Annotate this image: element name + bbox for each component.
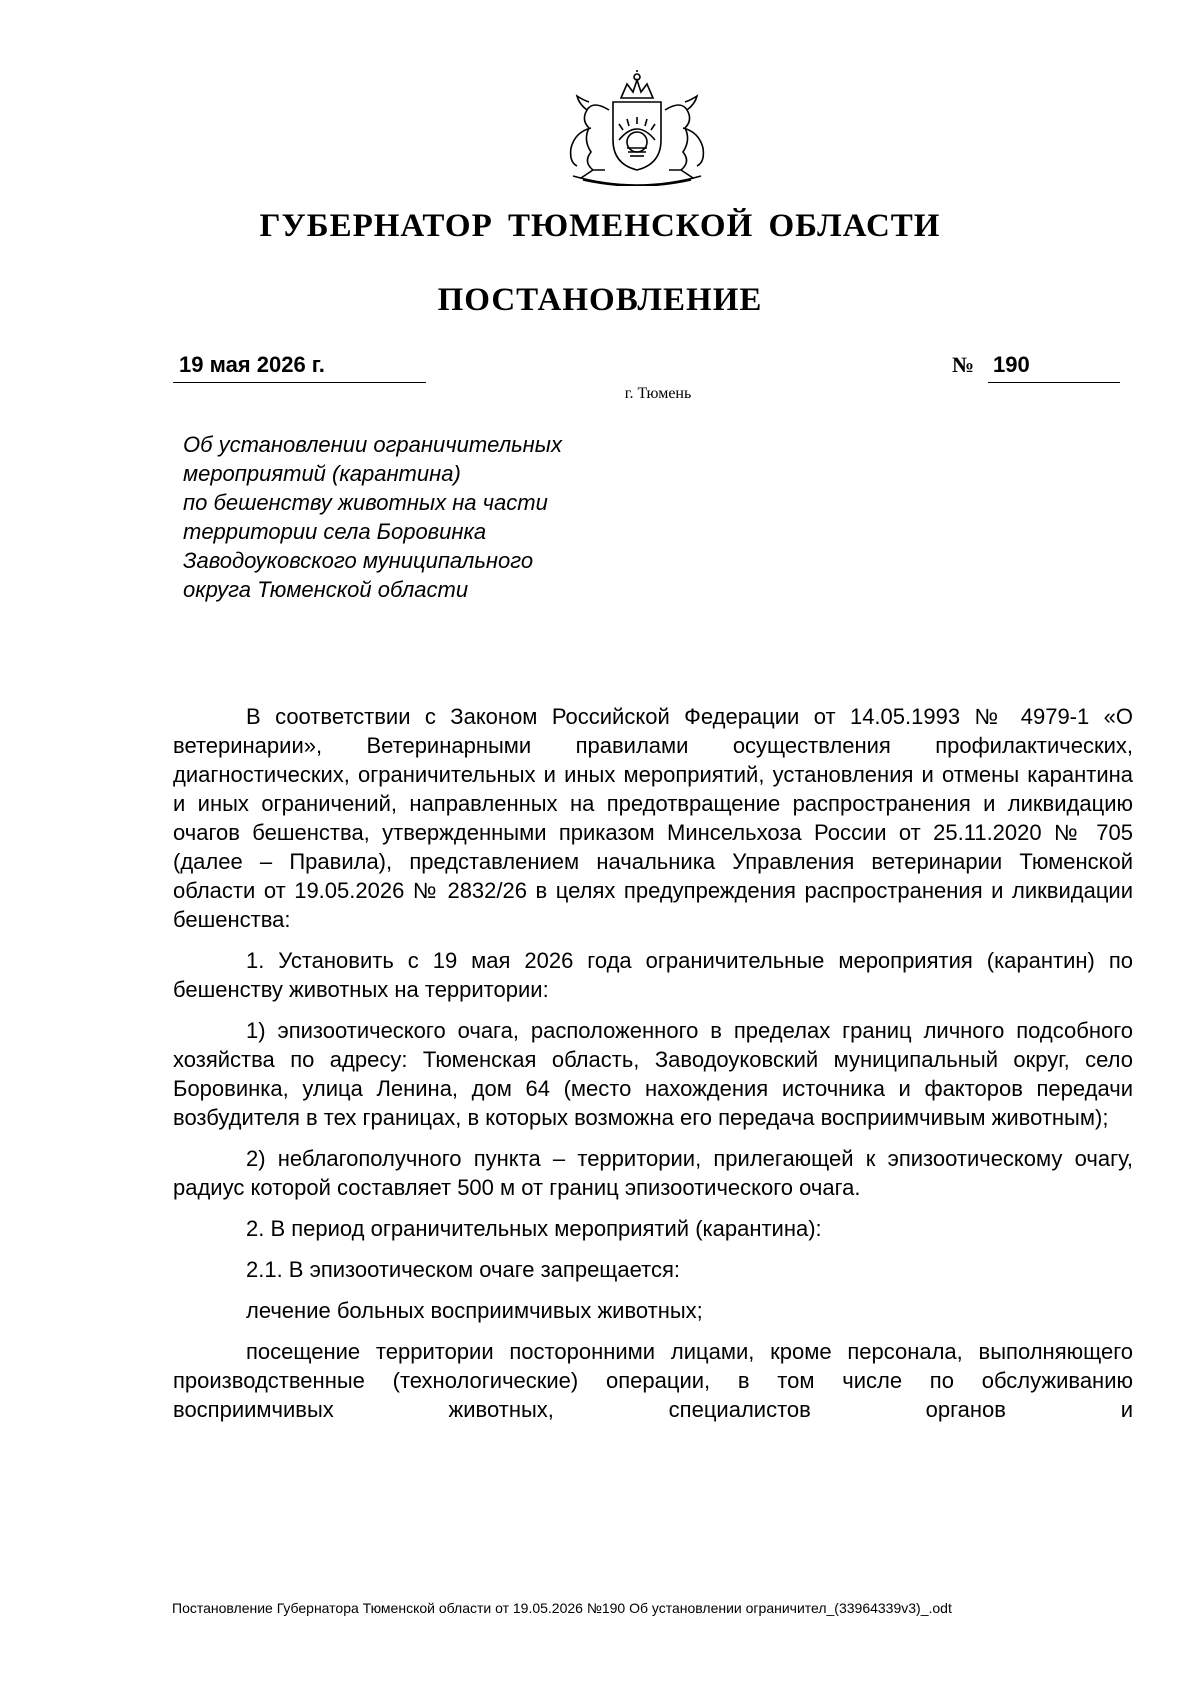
document-subject: [183, 430, 653, 604]
document-type-heading: ПОСТАНОВЛЕНИЕ: [437, 282, 763, 318]
document-date: 19 мая 2026 г.: [179, 352, 325, 377]
prohibition-item-paragraph: лечение больных восприимчивых животных;: [246, 1298, 703, 1323]
subject-line: мероприятий (карантина): [183, 461, 461, 486]
clause-2-1-paragraph: 2.1. В эпизоотическом очаге запрещается:: [246, 1257, 680, 1282]
document-body: [173, 702, 1133, 1424]
clause-1-1-paragraph: 1) эпизоотического очага, расположенного в пределах границ личного подсобного хозяйства по адресу: Тюменская область, Заводоуковский муниципальный округ, село Боровинка, улица Ленина, дом 64 (место нахождения источника и факторов передачи возбудителя в тех границах, в которых возможна его передача восприимчивым животным);: [173, 1018, 1133, 1130]
document-number-field: [988, 352, 1120, 383]
document-number: 190: [993, 352, 1030, 377]
issuing-authority-title: ГУБЕРНАТОР ТЮМЕНСКОЙ ОБЛАСТИ: [259, 208, 941, 244]
subject-line: территории села Боровинка: [183, 519, 487, 544]
subject-line: Об установлении ограничительных: [183, 432, 562, 457]
clause-1-2-paragraph: 2) неблагополучного пункта – территории, прилегающей к эпизоотическому очагу, радиус которой составляет 500 м от границ эпизоотического очага.: [173, 1146, 1133, 1200]
coat-of-arms-icon: [553, 70, 721, 186]
clause-2-paragraph: 2. В период ограничительных мероприятий (карантина):: [246, 1216, 822, 1241]
prohibition-item-paragraph: посещение территории посторонними лицами, кроме персонала, выполняющего производственные (технологические) операции, в том числе по обслуживанию восприимчивых животных, специалистов органов и: [173, 1339, 1133, 1422]
preamble-paragraph: В соответствии с Законом Российской Федерации от 14.05.1993 № 4979-1 «О ветеринарии», Ветеринарными правилами осуществления профилактических, диагностических, ограничительных и иных мероприятий, установления и отмены карантина и иных ограничений, направленных на предотвращение распространения и ликвидацию очагов бешенства, утвержденными приказом Минсельхоза России от 25.11.2020 № 705 (далее – Правила), представлением начальника Управления ветеринарии Тюменской области от 19.05.2026 № 2832/26 в целях предупреждения распространения и ликвидации бешенства:: [173, 704, 1133, 932]
document-number-label: №: [952, 352, 975, 377]
subject-line: Заводоуковского муниципального: [183, 548, 534, 573]
document-date-field: [173, 352, 426, 383]
clause-1-paragraph: 1. Установить с 19 мая 2026 года ограничительные мероприятия (карантин) по бешенству животных на территории:: [173, 948, 1133, 1002]
issuing-city: г. Тюмень: [624, 385, 692, 402]
subject-line: по бешенству животных на части: [183, 490, 548, 515]
page-footer: Постановление Губернатора Тюменской области от 19.05.2026 №190 Об установлении ограничител_(33964339v3)_.odt: [172, 1600, 952, 1616]
subject-line: округа Тюменской области: [183, 577, 469, 602]
